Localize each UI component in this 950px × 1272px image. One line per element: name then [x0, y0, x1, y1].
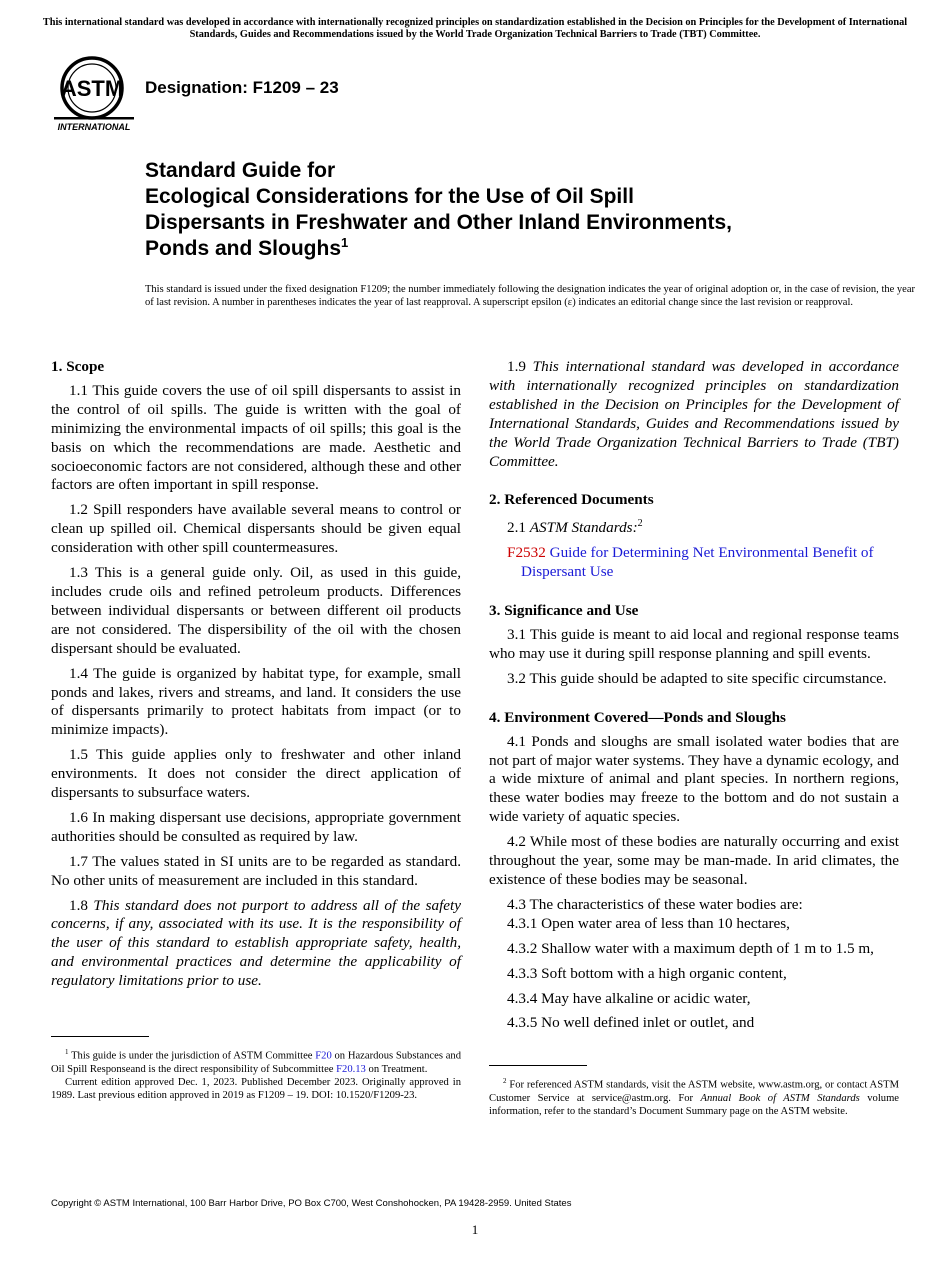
- list-item: 4.3.2 Shallow water with a maximum depth of 1 m to 1.5 m,: [507, 939, 874, 957]
- footnote-2-mark: 2: [503, 1077, 507, 1085]
- footnote-rule-left: [51, 1036, 149, 1037]
- footnote-2: [489, 1075, 899, 1118]
- footnote-1-mark: 1: [65, 1048, 69, 1056]
- significance-heading: 3. Significance and Use: [489, 602, 639, 620]
- list-item: 4.3.4 May have alkaline or acidic water,: [507, 989, 751, 1007]
- paragraph-1-9-text: This international standard was developed in accordance with internationally recognized principles on standardization established in the Decision on Principles for the Development of International Standards, Guides and Recommendations issued by the World Trade Organization Technical Barriers to Trade (TBT) Committee.: [489, 358, 899, 470]
- paragraph-1-3: 1.3 This is a general guide only. Oil, as used in this guide, includes crude oils and refined petroleum products. Differences between individual dispersants or between different oil products are not considered. The dispersibility of the oil with the chosen dispersant should be evaluated.: [51, 564, 461, 657]
- document-title: [145, 158, 865, 262]
- paragraph-1-8: [51, 897, 461, 992]
- scope-heading: 1. Scope: [51, 358, 105, 375]
- footnote-1: [51, 1046, 461, 1102]
- title-footnote-mark: 1: [341, 235, 349, 250]
- title-line-2: Ecological Considerations for the Use of Oil Spill: [145, 185, 634, 208]
- referenced-documents-heading: 2. Referenced Documents: [489, 491, 654, 509]
- issued-note: This standard is issued under the fixed designation F1209; the number immediately following the designation indicates the year of original adoption or, in the case of revision, the year of last revision. A number in parentheses indicates the year of last reapproval. A superscript epsilon (ε) indicates an editorial change since the last revision or reapproval.: [145, 284, 915, 309]
- paragraph-4-3: 4.3 The characteristics of these water bodies are:: [507, 895, 803, 913]
- paragraph-3-1: 3.1 This guide is meant to aid local and regional response teams who may use it during spill response planning and spill events.: [489, 626, 899, 662]
- paragraph-1-5: 1.5 This guide applies only to freshwater and other inland environments. It does not consider the direct application of dispersants to subsurface waters.: [51, 746, 461, 802]
- right-column: [489, 358, 899, 1039]
- footnote-1-text: [51, 1046, 461, 1076]
- page-number: 1: [471, 1222, 479, 1237]
- paragraph-1-2: 1.2 Spill responders have available several means to control or clean up spilled oil. Chemical dispersants should be given equal consideration with other spill countermeasures.: [51, 501, 461, 557]
- paragraph-2-1-mark: 2: [637, 518, 643, 530]
- footnote-2-text: [489, 1075, 899, 1118]
- paragraph-1-6: 1.6 In making dispersant use decisions, appropriate government authorities should be consulted as required by law.: [51, 808, 461, 845]
- list-item: 4.3.3 Soft bottom with a high organic content,: [507, 964, 787, 982]
- list-item: 4.3.5 No well defined inlet or outlet, and: [507, 1014, 755, 1032]
- environment-heading: 4. Environment Covered—Ponds and Sloughs: [489, 708, 786, 726]
- reference-code-link[interactable]: F2532: [507, 544, 546, 562]
- tbt-notice: This international standard was developed in accordance with internationally recognized principles on standardization established in the Decision on Principles for the Development of International Standards, Guides and Recommendations issued by the World Trade Organization Technical Barriers to Trade (TBT) Committee.: [42, 17, 908, 40]
- designation: Designation: F1209 – 23: [145, 78, 339, 97]
- subcommittee-link[interactable]: F20.13: [336, 1063, 366, 1075]
- footnote-rule-right: [489, 1065, 587, 1066]
- title-line-3: Dispersants in Freshwater and Other Inland Environments,: [145, 211, 732, 234]
- footnote-1-part-a: This guide is under the jurisdiction of ASTM Committee: [71, 1050, 313, 1062]
- footnote-1-part-b: on Hazardous Substances and Oil Spill Responseand is the direct responsibility of Subcommittee: [51, 1050, 461, 1075]
- title-line-1: Standard Guide for: [145, 159, 336, 182]
- footnote-1-part-c: on Treatment.: [368, 1063, 428, 1075]
- list-item: 4.3.1 Open water area of less than 10 hectares,: [507, 914, 790, 932]
- astm-logo: [52, 56, 136, 132]
- paragraph-2-1: [489, 515, 899, 538]
- left-column: [51, 358, 461, 997]
- paragraph-1-8-text: This standard does not purport to address all of the safety concerns, if any, associated with its use. It is the responsibility of the user of this standard to establish appropriate safety, health, and environmental practices and determine the applicability of regulatory limitations prior to use.: [51, 896, 462, 990]
- paragraph-2-1-number: 2.1: [507, 519, 530, 537]
- footnote-2-book: Annual Book of ASTM Standards: [700, 1092, 860, 1104]
- footnote-2-part-a: For referenced ASTM standards, visit the ASTM website, www.astm.org, or contact ASTM Customer Service at service@astm.org. For: [489, 1079, 899, 1104]
- logo-text: ASTM: [60, 76, 124, 101]
- paragraph-1-8-number: 1.8: [69, 896, 94, 914]
- edition-note: Current edition approved Dec. 1, 2023. Published December 2023. Originally approved in 1989. Last previous edition approved in 2019 as F1209 – 19. DOI: 10.1520/F1209-23.: [51, 1076, 461, 1102]
- committee-f20-link[interactable]: F20: [315, 1050, 332, 1062]
- title-line-4: [145, 236, 865, 262]
- paragraph-2-1-text: ASTM Standards:: [529, 519, 638, 537]
- logo-subtext: INTERNATIONAL: [57, 122, 131, 132]
- title-line-4-text: Ponds and Sloughs: [145, 237, 342, 260]
- paragraph-1-9: [489, 358, 899, 471]
- copyright: Copyright © ASTM International, 100 Barr Harbor Drive, PO Box C700, West Conshohocken, PA 19428-2959. United States: [51, 1198, 572, 1209]
- footnote-2-part-b: volume information, refer to the standard’s Document Summary page on the ASTM website.: [489, 1092, 900, 1117]
- reference-f2532[interactable]: [489, 544, 899, 582]
- paragraph-1-4: 1.4 The guide is organized by habitat type, for example, small ponds and lakes, rivers and streams, and land. It considers the use of dispersants primarily to protect habitats from impact (or to minimize impacts).: [51, 664, 461, 739]
- paragraph-3-2: 3.2 This guide should be adapted to site specific circumstance.: [507, 669, 887, 687]
- paragraph-1-7: 1.7 The values stated in SI units are to be regarded as standard. No other units of measurement are included in this standard.: [51, 852, 461, 889]
- paragraph-4-2: 4.2 While most of these bodies are naturally occurring and exist throughout the year, some may be man-made. In arid climates, the existence of these bodies may be seasonal.: [489, 833, 899, 888]
- paragraph-1-9-number: 1.9: [507, 358, 533, 375]
- reference-title-link[interactable]: Guide for Determining Net Environmental Benefit of Dispersant Use: [521, 544, 874, 581]
- astm-logo-icon: [52, 56, 136, 132]
- paragraph-4-1: 4.1 Ponds and sloughs are small isolated water bodies that are not part of major water systems. They have a dynamic ecology, and a wide mixture of animal and plant species. In northern regions, these water bodies may freeze to the bottom and do not sustain a wide variety of aquatic species.: [489, 732, 899, 826]
- paragraph-1-1: 1.1 This guide covers the use of oil spill dispersants to assist in the control of oil spills. The guide is written with the goal of minimizing the environmental impacts of oil spills; this goal is the basis on which the recommendations are made. Aesthetic and socioeconomic factors are not considered, although these and other factors are often important in spill response.: [51, 381, 461, 494]
